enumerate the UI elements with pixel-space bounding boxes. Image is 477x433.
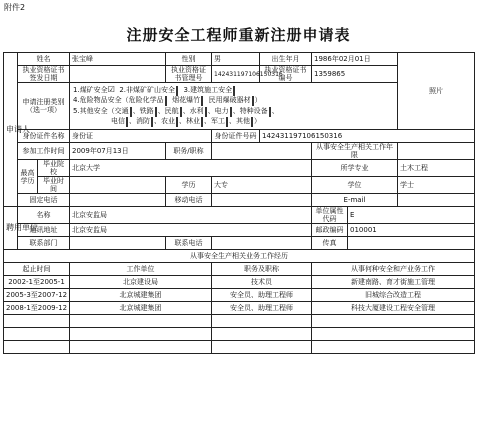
employer-name-value[interactable]: 北京安监局 — [70, 207, 312, 224]
landline-value[interactable] — [70, 194, 166, 207]
id-no-label: 身份证件号码 — [212, 130, 260, 143]
cert-no-label: 执业资格证书编号 — [260, 66, 312, 83]
attachment-label: 附件2 — [4, 3, 26, 12]
cert-mgmt-no-value[interactable]: 142431197106150316 — [212, 66, 260, 83]
exp-employer[interactable] — [70, 315, 212, 328]
cert-mgmt-no-label: 执业资格证书管理号 — [166, 66, 212, 83]
exp-title[interactable] — [212, 315, 312, 328]
category-options[interactable] — [70, 83, 398, 130]
coal-checkbox[interactable]: ☑ — [107, 84, 115, 94]
fireworks-checkbox[interactable] — [201, 96, 203, 106]
exp-period[interactable]: 2002-1至2005-1 — [4, 276, 70, 289]
postcode-label: 邮政编码 — [312, 224, 348, 237]
traffic-checkbox[interactable] — [130, 107, 132, 117]
edu-level-label: 学历 — [166, 177, 212, 194]
forestry-checkbox[interactable] — [201, 117, 203, 127]
military-checkbox[interactable] — [226, 117, 228, 127]
edu-level-value[interactable]: 大专 — [212, 177, 312, 194]
employer-phone-value[interactable] — [212, 237, 312, 250]
table-row — [4, 341, 475, 354]
category-label: 申请注册类别（选一项） — [18, 83, 70, 130]
application-form — [3, 52, 475, 354]
id-type-label: 身份证件名称 — [18, 130, 70, 143]
exp-employer[interactable]: 北京建设局 — [70, 276, 212, 289]
exp-title[interactable] — [212, 328, 312, 341]
name-label: 姓名 — [18, 53, 70, 66]
postcode-value[interactable]: 010001 — [348, 224, 475, 237]
exp-work[interactable]: 科技大厦建设工程安全管理 — [312, 302, 475, 315]
table-row — [4, 289, 475, 302]
work-start-value[interactable]: 2009年07月13日 — [70, 143, 166, 160]
grad-time-value[interactable] — [70, 177, 166, 194]
major-value[interactable]: 土木工程 — [398, 160, 475, 177]
id-type-value[interactable]: 身份证 — [70, 130, 212, 143]
mobile-value[interactable] — [212, 194, 312, 207]
dept-label: 联系部门 — [18, 237, 70, 250]
gender-value[interactable]: 男 — [212, 53, 260, 66]
table-row — [4, 302, 475, 315]
job-title-label: 职务/职称 — [166, 143, 212, 160]
school-label: 毕业院校 — [38, 160, 70, 177]
safety-years-label: 从事安全生产相关工作年限 — [312, 143, 398, 160]
major-label: 所学专业 — [312, 160, 398, 177]
exp-employer[interactable] — [70, 341, 212, 354]
exp-col-period: 起止时间 — [4, 263, 70, 276]
category-line-1: 1.煤矿安全☑ 2.非煤矿矿山安全 3.建筑施工安全 — [73, 85, 394, 97]
address-value[interactable]: 北京安监局 — [70, 224, 312, 237]
power-checkbox[interactable] — [230, 107, 232, 117]
exp-work[interactable] — [312, 315, 475, 328]
cert-issue-date-label: 执业资格证书签发日期 — [18, 66, 70, 83]
exp-period[interactable]: 2005-3至2007-12 — [4, 289, 70, 302]
photo-label: 照片 — [429, 86, 444, 95]
other-checkbox[interactable] — [251, 117, 253, 127]
cert-no-value[interactable]: 1359865 — [312, 66, 398, 83]
exp-employer[interactable]: 北京城建集团 — [70, 302, 212, 315]
email-label: E-mail — [312, 194, 398, 207]
agriculture-checkbox[interactable] — [176, 117, 178, 127]
table-row — [4, 276, 475, 289]
exp-col-work: 从事何种安全和产业务工作 — [312, 263, 475, 276]
unit-nature-label: 单位属性代码 — [312, 207, 348, 224]
grad-time-label: 毕业时间 — [38, 177, 70, 194]
job-title-value[interactable] — [212, 143, 312, 160]
table-row — [4, 315, 475, 328]
exp-col-title: 职务及职称 — [212, 263, 312, 276]
exp-employer[interactable]: 北京城建集团 — [70, 289, 212, 302]
exp-period[interactable] — [4, 315, 70, 328]
exp-col-employer: 工作单位 — [70, 263, 212, 276]
aviation-checkbox[interactable] — [180, 107, 182, 117]
work-start-label: 参加工作时间 — [18, 143, 70, 160]
exp-work[interactable] — [312, 328, 475, 341]
special-equipment-checkbox[interactable] — [269, 107, 271, 117]
gender-label: 性别 — [166, 53, 212, 66]
birth-value[interactable]: 1986年02月01日 — [312, 53, 398, 66]
category-line-3: 5.其他安全（交通 、铁路 、民航 、水利 、电力 、特种设备 、 — [73, 106, 279, 115]
exp-period[interactable]: 2008-1至2009-12 — [4, 302, 70, 315]
mobile-label: 移动电话 — [166, 194, 212, 207]
employer-name-label: 名称 — [18, 207, 70, 224]
edu-label: 最高学历 — [18, 160, 38, 194]
photo-box[interactable] — [398, 53, 475, 130]
construction-checkbox[interactable] — [233, 86, 235, 96]
exp-work[interactable]: 新建南路、育才街施工管理 — [312, 276, 475, 289]
experience-section-title: 从事安全生产相关业务工作经历 — [4, 250, 475, 263]
applicant-section-label: 申请人 — [4, 53, 18, 207]
hazchem-checkbox[interactable] — [165, 96, 167, 106]
unit-nature-value[interactable]: E — [348, 207, 475, 224]
exp-period[interactable] — [4, 341, 70, 354]
exp-employer[interactable] — [70, 328, 212, 341]
exp-work[interactable] — [312, 341, 475, 354]
table-row — [4, 328, 475, 341]
exp-period[interactable] — [4, 328, 70, 341]
nonmetal-checkbox[interactable] — [176, 86, 178, 96]
address-label: 通讯地址 — [18, 224, 70, 237]
landline-label: 固定电话 — [18, 194, 70, 207]
exp-title[interactable]: 安全员、助理工程师 — [212, 302, 312, 315]
exp-title[interactable]: 安全员、助理工程师 — [212, 289, 312, 302]
name-value[interactable]: 张宝峰 — [70, 53, 166, 66]
school-value[interactable]: 北京大学 — [70, 160, 312, 177]
fax-label: 传真 — [312, 237, 348, 250]
degree-label: 学位 — [312, 177, 398, 194]
fire-checkbox[interactable] — [151, 117, 153, 127]
category-line-2: 4.危险物品安全（危险化学品 烟花爆竹 民用爆破器材 ） — [73, 96, 262, 104]
degree-value[interactable]: 学士 — [398, 177, 475, 194]
cert-issue-date-value[interactable] — [70, 66, 166, 83]
safety-years-value[interactable] — [398, 143, 475, 160]
employer-section-label: 聘用单位 — [4, 207, 18, 250]
dept-value[interactable] — [70, 237, 166, 250]
email-value[interactable] — [398, 194, 475, 207]
exp-title[interactable] — [212, 341, 312, 354]
id-no-value[interactable]: 142431197106150316 — [260, 130, 475, 143]
page-title: 注册安全工程师重新注册申请表 — [126, 26, 351, 44]
water-checkbox[interactable] — [205, 107, 207, 117]
explosives-checkbox[interactable] — [252, 96, 254, 106]
birth-label: 出生年月 — [260, 53, 312, 66]
telecom-checkbox[interactable] — [126, 117, 128, 127]
exp-title[interactable]: 技术员 — [212, 276, 312, 289]
employer-phone-label: 联系电话 — [166, 237, 212, 250]
exp-work[interactable]: 旧城综合改造工程 — [312, 289, 475, 302]
fax-value[interactable] — [348, 237, 475, 250]
railway-checkbox[interactable] — [155, 107, 157, 117]
category-line-4: 电信 、消防 、农业 、林业 、军工 、其他 ） — [111, 117, 261, 125]
